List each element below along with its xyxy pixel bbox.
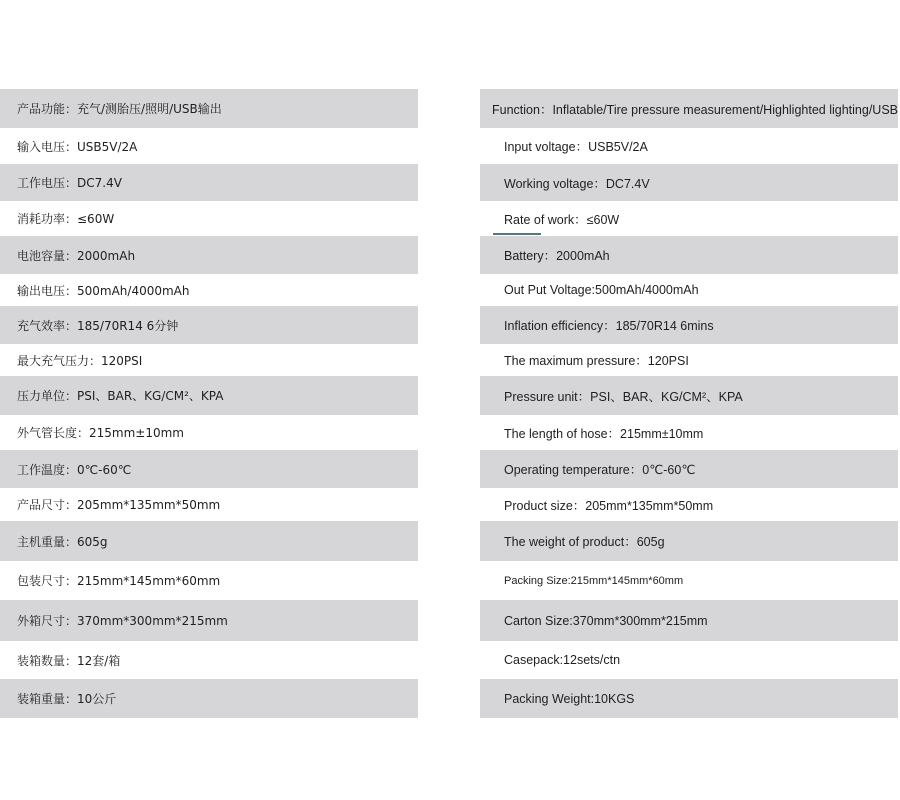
spec-row-en-operating-temp: Operating temperature：0℃-60℃: [480, 450, 898, 488]
spec-row-en-carton-size: Carton Size:370mm*300mm*215mm: [480, 600, 898, 641]
spec-column-chinese: [0, 89, 418, 718]
spec-row-en-inflation-efficiency: Inflation efficiency：185/70R14 6mins: [480, 306, 898, 344]
spec-column-english: [480, 89, 898, 718]
spec-row-en-max-pressure: The maximum pressure：120PSI: [504, 354, 689, 368]
spec-row-cn-packing-size: 包装尺寸：215mm*145mm*60mm: [17, 574, 221, 588]
accent-divider-line: [493, 233, 541, 235]
spec-row-cn-weight: 主机重量：605g: [0, 521, 418, 561]
spec-row-en-input-voltage: Input voltage：USB5V/2A: [504, 140, 648, 154]
spec-row-en-weight: The weight of product：605g: [480, 521, 898, 561]
spec-row-cn-carton-size: 外箱尺寸：370mm*300mm*215mm: [0, 600, 418, 641]
spec-row-cn-hose-length: 外气管长度：215mm±10mm: [17, 426, 184, 440]
spec-row-cn-working-voltage: 工作电压：DC7.4V: [0, 164, 418, 201]
spec-row-cn-operating-temp: 工作温度：0℃-60℃: [0, 450, 418, 488]
spec-row-en-function: Function：Inflatable/Tire pressure measurement/Highlighted lighting/USB: [480, 89, 898, 128]
spec-row-cn-product-size: 产品尺寸：205mm*135mm*50mm: [17, 498, 221, 512]
spec-row-en-pressure-unit: Pressure unit：PSI、BAR、KG/CM²、KPA: [480, 376, 898, 415]
spec-row-cn-packing-weight: 装箱重量：10公斤: [0, 679, 418, 718]
spec-row-en-battery: Battery：2000mAh: [480, 236, 898, 274]
spec-row-en-product-size: Product size：205mm*135mm*50mm: [504, 498, 714, 513]
spec-row-cn-inflation-efficiency: 充气效率：185/70R14 6分钟: [0, 306, 418, 344]
spec-row-cn-power: 消耗功率：≤60W: [17, 212, 115, 226]
spec-row-cn-pressure-unit: 压力单位：PSI、BAR、KG/CM²、KPA: [0, 376, 418, 415]
spec-row-cn-input-voltage: 输入电压：USB5V/2A: [17, 139, 138, 154]
spec-row-en-output-voltage: Out Put Voltage:500mAh/4000mAh: [504, 283, 699, 297]
spec-row-en-power: Rate of work：≤60W: [504, 212, 620, 227]
spec-row-en-packing-size: Packing Size:215mm*145mm*60mm: [504, 574, 684, 587]
spec-row-cn-output-voltage: 输出电压：500mAh/4000mAh: [17, 283, 190, 298]
spec-row-cn-casepack: 装箱数量：12套/箱: [17, 653, 121, 668]
spec-row-cn-function: 产品功能：充气/测胎压/照明/USB输出: [0, 89, 418, 128]
spec-row-cn-battery: 电池容量：2000mAh: [0, 236, 418, 274]
spec-row-cn-max-pressure: 最大充气压力：120PSI: [17, 353, 143, 368]
spec-row-en-packing-weight: Packing Weight:10KGS: [480, 679, 898, 718]
spec-row-en-hose-length: The length of hose：215mm±10mm: [504, 426, 704, 441]
spec-row-en-working-voltage: Working voltage：DC7.4V: [480, 164, 898, 201]
spec-row-en-casepack: Casepack:12sets/ctn: [504, 653, 621, 667]
